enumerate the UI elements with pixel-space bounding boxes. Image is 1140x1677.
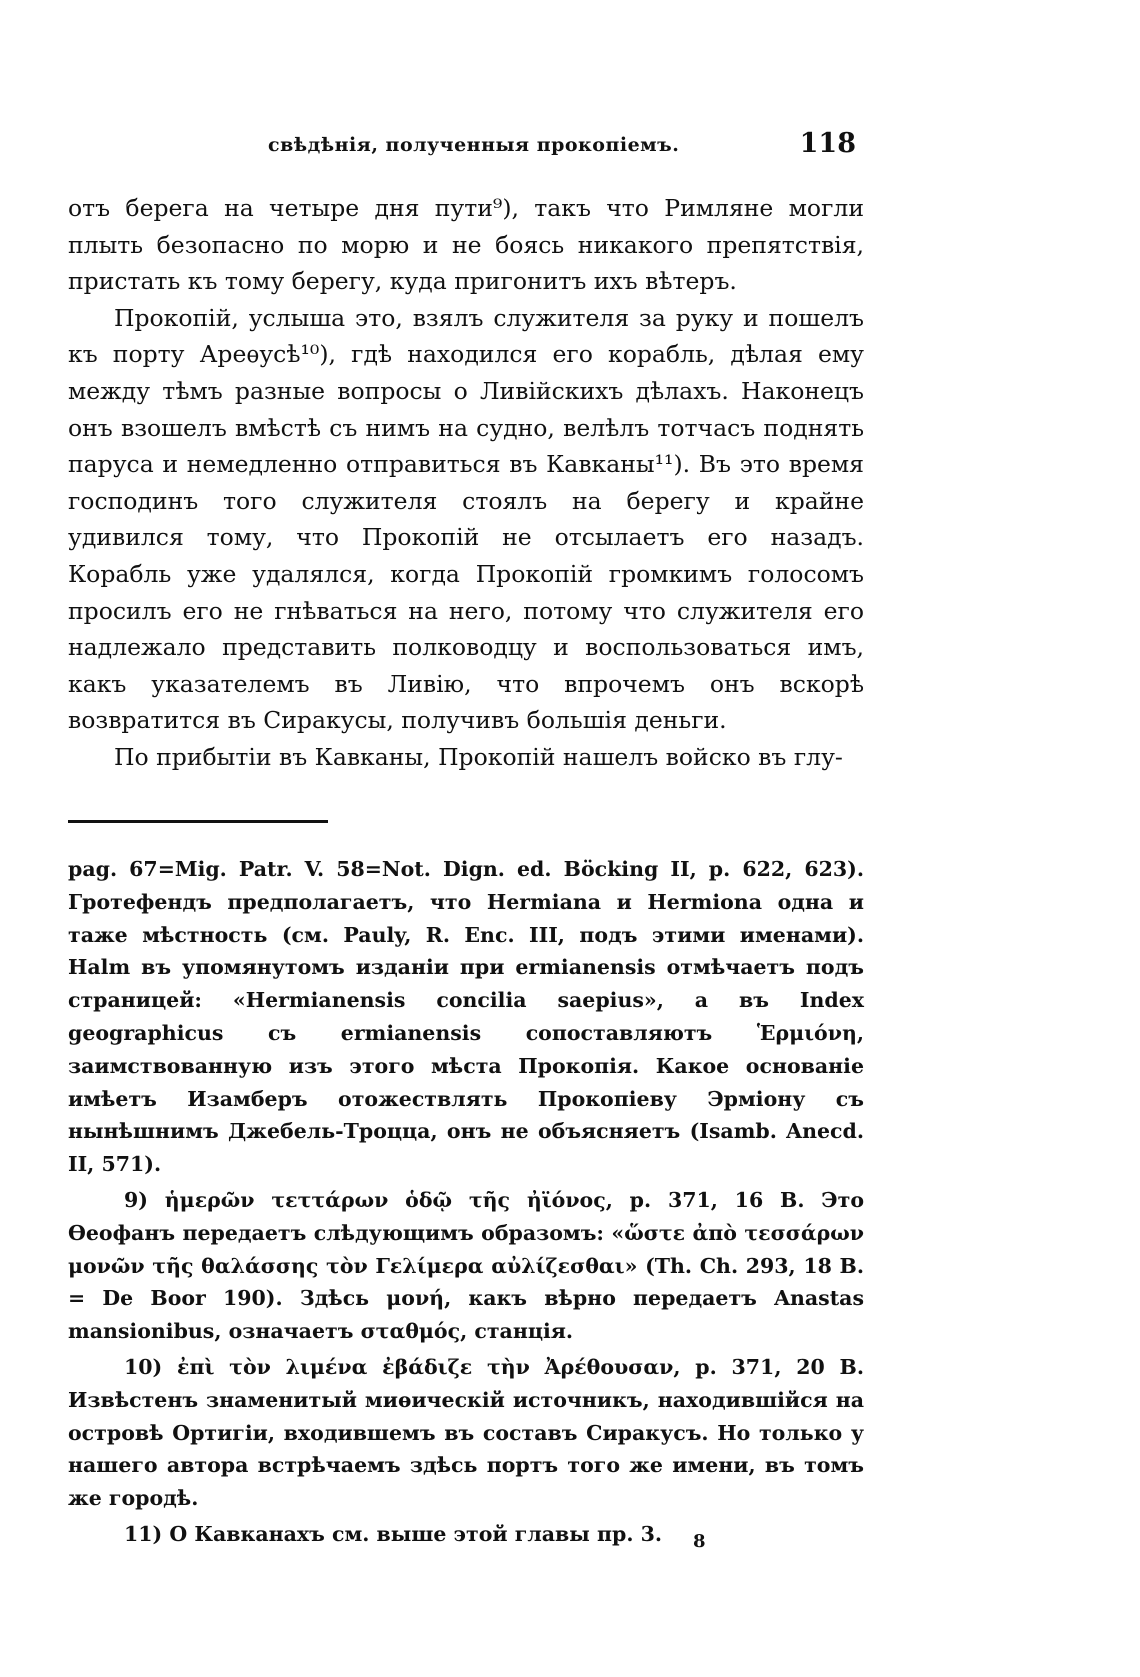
footnote-continuation: pag. 67=Mig. Patr. V. 58=Not. Dign. ed. Böcking II, p. 622, 623). Гротефендъ предполагаетъ, что Hermiana и Hermiona одна и таже мѣстность (см. Pauly, R. Enc. III, подъ этими именами). Halm въ упомянутомъ изданіи при ermianensis отмѣчаетъ подъ страницей: «Hermianensis concilia saepius», а въ Index geographicus съ ermianensis сопоставляютъ Ἑρμιόνη, заимствованную изъ этого мѣста Прокопія. Какое основаніе имѣетъ Изамберъ отожествлять Прокопіеву Эрміону съ нынѣшнимъ Джебель-Троцца, онъ не объясняетъ (Isamb. Anecd. II, 571). (68, 857, 864, 1177)
footnotes (68, 853, 864, 1554)
footnote-10: 10) ἐπὶ τὸν λιμένα ἐβάδιζε τὴν Ἀρέθουσαν, p. 371, 20 B. Извѣстенъ знаменитый миѳическій источникъ, находившійся на островѣ Ортигіи, входившемъ въ составъ Сиракусъ. Но только у нашего автора встрѣчаемъ здѣсь портъ того же имени, въ томъ же городѣ. (68, 1354, 864, 1511)
footnote-11: 11) О Кавканахъ см. выше этой главы пр. 3. (124, 1521, 663, 1546)
body-paragraph: По прибытіи въ Кавканы, Прокопій нашелъ войско въ глу- (114, 742, 843, 771)
footnote-separator (68, 820, 328, 823)
running-title: свѣдѣнія, полученныя прокопіемъ. (268, 134, 680, 156)
page-number: 118 (799, 128, 856, 159)
main-text (68, 190, 864, 776)
signature-mark: 8 (693, 1531, 706, 1552)
footnote-9: 9) ἡμερῶν τεττάρων ὁδῷ τῆς ἠϊόνος, p. 371, 16 B. Это Ѳеофанъ передаетъ слѣдующимъ образомъ: «ὥστε ἀπὸ τεσσάρων μονῶν τῆς θαλάσσης τὸν Γελίμερα αὐλίζεσθαι» (Th. Ch. 293, 18 B. = De Boor 190). Здѣсь μονή, какъ вѣрно передаетъ Anastas mansionibus, означаетъ σταθμός, станція. (68, 1187, 864, 1344)
body-paragraph: отъ берега на четыре дня пути⁹), такъ что Римляне могли плыть безопасно по морю и не боясь никакого препятствія, пристать къ тому берегу, куда пригонитъ ихъ вѣтеръ. (68, 194, 864, 296)
page-header (68, 128, 858, 168)
body-paragraph: Прокопій, услыша это, взялъ служителя за руку и пошелъ къ порту Ареѳусѣ¹⁰), гдѣ находился его корабль, дѣлая ему между тѣмъ разные вопросы о Ливійскихъ дѣлахъ. Наконецъ онъ взошелъ вмѣстѣ съ нимъ на судно, велѣлъ тотчасъ поднять паруса и немедленно отправиться въ Кавканы¹¹). Въ это время господинъ того служителя стоялъ на берегу и крайне удивился тому, что Прокопій не отсылаетъ его назадъ. Корабль уже удалялся, когда Прокопій громкимъ голосомъ просилъ его не гнѣваться на него, потому что служителя его надлежало представить полководцу и воспользоваться имъ, какъ указателемъ въ Ливію, что впрочемъ онъ вскорѣ возвратится въ Сиракусы, получивъ большія деньги. (68, 303, 864, 735)
